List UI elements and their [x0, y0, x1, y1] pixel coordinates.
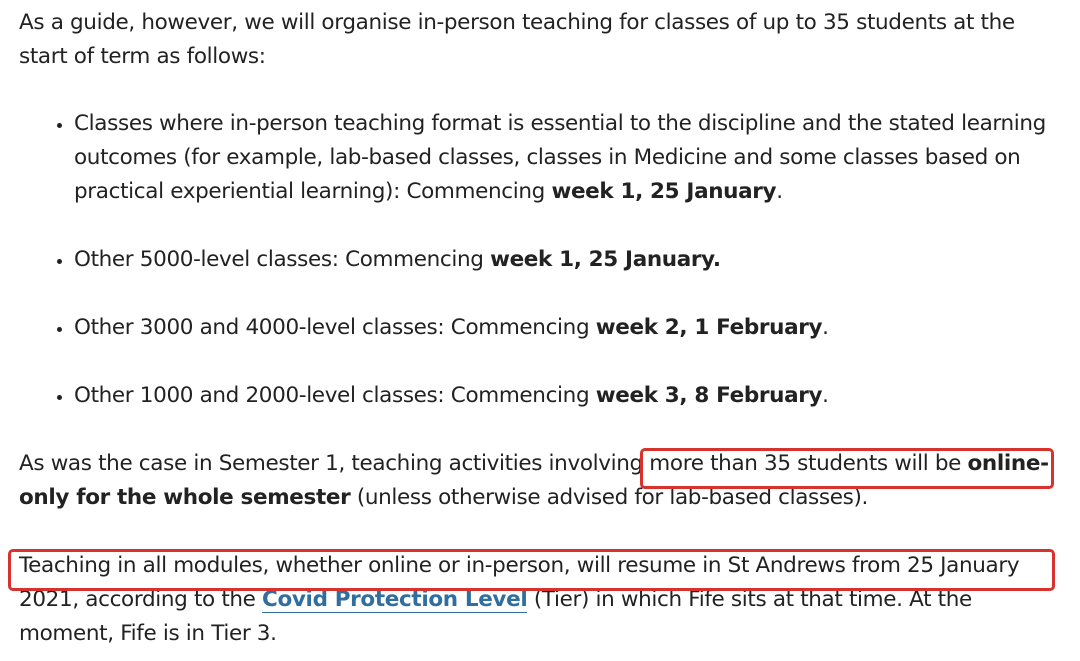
semester-text: As was the case in Semester 1, teaching activities involving more than 35 students will be: [19, 451, 968, 476]
resume-paragraph: [19, 549, 1064, 651]
article-body: [19, 6, 1064, 651]
list-item-text: Classes where in-person teaching format is essential to the discipline and the stated learning outcomes (for example, lab-based classes, classes in Medicine and some classes based on practical experiential learning): Commencing: [74, 111, 1046, 204]
list-item: [74, 243, 1064, 277]
list-item-date: week 3, 8 February: [595, 383, 823, 408]
list-item-date: week 1, 25 January.: [490, 247, 721, 272]
list-item: [74, 379, 1064, 413]
covid-protection-level-link[interactable]: Covid Protection Level: [262, 587, 528, 612]
intro-paragraph: As a guide, however, we will organise in-person teaching for classes of up to 35 students at the start of term as follows:: [19, 10, 1015, 69]
list-item-text: Other 3000 and 4000-level classes: Commencing: [74, 315, 596, 340]
list-item-text: Other 1000 and 2000-level classes: Commencing: [74, 383, 596, 408]
list-item: [74, 107, 1064, 209]
resume-suffix: (Tier) in which Fife sits at that time. At the moment, Fife is in Tier 3.: [19, 587, 972, 646]
semester-paragraph: [19, 447, 1064, 515]
list-item: [74, 311, 1064, 345]
list-item-suffix: .: [776, 179, 783, 204]
list-item-suffix: .: [822, 315, 829, 340]
list-item-suffix: .: [822, 383, 829, 408]
list-item-text: Other 5000-level classes: Commencing: [74, 247, 491, 272]
resume-text: Teaching in all modules, whether online or in-person, will resume in St Andrews from 25 January 2021, according to the: [19, 553, 1020, 612]
list-item-date: week 2, 1 February: [595, 315, 823, 340]
schedule-list: [19, 107, 1064, 413]
online-only-emphasis: online-only for the whole semester: [19, 451, 1049, 510]
semester-suffix: (unless otherwise advised for lab-based classes).: [350, 485, 869, 510]
list-item-date: week 1, 25 January: [551, 179, 777, 204]
